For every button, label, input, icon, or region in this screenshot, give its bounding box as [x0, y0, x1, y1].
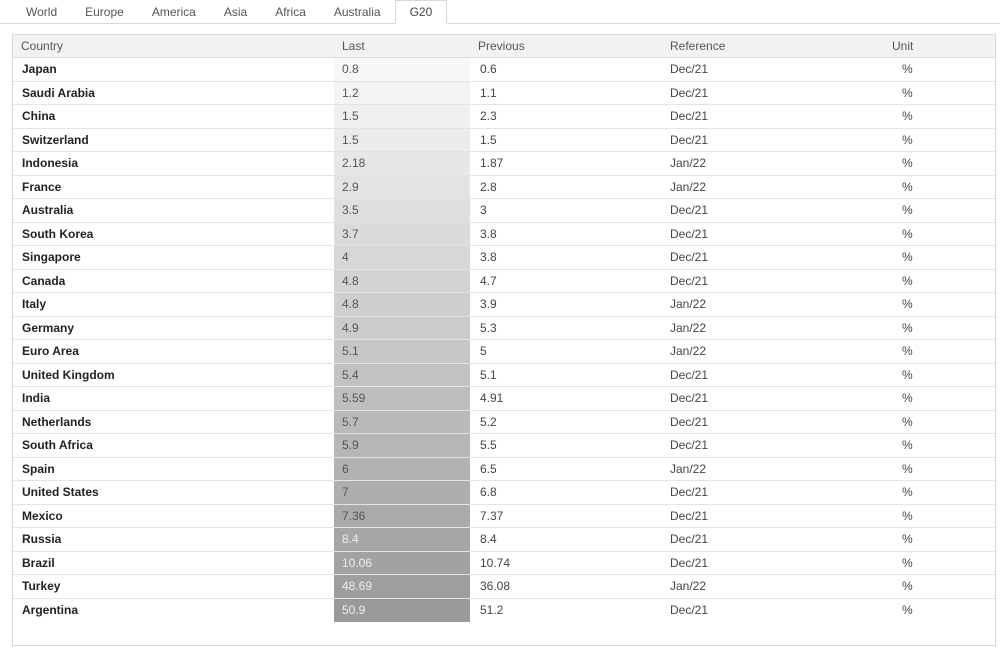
previous-value-cell: 5.2	[470, 410, 662, 434]
last-value-cell: 2.9	[334, 175, 470, 199]
unit-cell: %	[884, 363, 995, 387]
last-value-cell: 4.8	[334, 293, 470, 317]
table-row	[13, 363, 995, 387]
table-row	[13, 457, 995, 481]
last-value-cell: 50.9	[334, 598, 470, 622]
country-cell[interactable]: Argentina	[22, 603, 79, 617]
table-row	[13, 152, 995, 176]
previous-value-cell: 10.74	[470, 551, 662, 575]
previous-value-cell: 4.91	[470, 387, 662, 411]
reference-cell: Dec/21	[662, 363, 884, 387]
previous-value-cell: 5	[470, 340, 662, 364]
table-row	[13, 128, 995, 152]
last-value-cell: 7	[334, 481, 470, 505]
previous-value-cell: 5.3	[470, 316, 662, 340]
country-cell[interactable]: Turkey	[13, 575, 334, 599]
last-value-cell: 5.7	[334, 410, 470, 434]
unit-cell: %	[884, 340, 995, 364]
reference-cell: Dec/21	[662, 528, 884, 552]
last-value-cell: 1.2	[334, 81, 470, 105]
table-row	[13, 528, 995, 552]
last-value-cell: 5.4	[334, 363, 470, 387]
country-cell[interactable]: China	[13, 105, 334, 129]
unit-cell: %	[884, 105, 995, 129]
country-cell[interactable]: Germany	[13, 316, 334, 340]
reference-cell: Dec/21	[662, 105, 884, 129]
unit-cell: %	[884, 246, 995, 270]
previous-value-cell: 3.9	[470, 293, 662, 317]
country-cell[interactable]: United Kingdom	[13, 363, 334, 387]
country-cell[interactable]: Saudi Arabia	[13, 81, 334, 105]
last-value-cell: 5.1	[334, 340, 470, 364]
previous-value-cell: 7.37	[470, 504, 662, 528]
unit-cell: %	[884, 58, 995, 82]
table-row	[13, 340, 995, 364]
country-cell[interactable]: Switzerland	[13, 128, 334, 152]
last-value-cell: 10.06	[334, 551, 470, 575]
country-cell[interactable]: Brazil	[13, 551, 334, 575]
reference-cell: Dec/21	[662, 551, 884, 575]
table-row	[13, 58, 995, 82]
table-row	[13, 105, 995, 129]
unit-cell: %	[884, 575, 995, 599]
table-row	[13, 598, 995, 622]
country-cell[interactable]: Australia	[13, 199, 334, 223]
last-value-cell: 8.4	[334, 528, 470, 552]
previous-value-cell: 6.5	[470, 457, 662, 481]
reference-cell: Dec/21	[670, 603, 709, 617]
country-cell[interactable]: Canada	[13, 269, 334, 293]
unit-cell: %	[884, 410, 995, 434]
header-last[interactable]: Last	[334, 35, 470, 58]
country-cell[interactable]: Singapore	[13, 246, 334, 270]
unit-cell: %	[884, 175, 995, 199]
reference-cell: Dec/21	[662, 58, 884, 82]
previous-value-cell: 8.4	[470, 528, 662, 552]
reference-cell: Jan/22	[662, 293, 884, 317]
country-cell[interactable]: United States	[13, 481, 334, 505]
last-value-cell: 48.69	[334, 575, 470, 599]
table-row	[13, 222, 995, 246]
table-row	[13, 293, 995, 317]
header-previous[interactable]: Previous	[470, 35, 662, 58]
last-value-cell: 3.5	[334, 199, 470, 223]
reference-cell: Dec/21	[662, 199, 884, 223]
last-value-cell: 1.5	[334, 105, 470, 129]
table-row	[13, 81, 995, 105]
previous-value-cell: 3.8	[470, 246, 662, 270]
country-cell[interactable]: Italy	[13, 293, 334, 317]
unit-cell: %	[884, 551, 995, 575]
unit-cell: %	[884, 81, 995, 105]
previous-value-cell: 5.5	[470, 434, 662, 458]
unit-cell: %	[884, 152, 995, 176]
unit-cell: %	[884, 457, 995, 481]
previous-value-cell: 2.3	[470, 105, 662, 129]
last-value-cell: 5.59	[334, 387, 470, 411]
previous-value-cell: 1.5	[470, 128, 662, 152]
country-cell[interactable]: Netherlands	[13, 410, 334, 434]
previous-value-cell: 3.8	[470, 222, 662, 246]
last-value-cell: 7.36	[334, 504, 470, 528]
reference-cell: Jan/22	[662, 457, 884, 481]
previous-value-cell: 0.6	[470, 58, 662, 82]
country-cell[interactable]: Spain	[13, 457, 334, 481]
reference-cell: Dec/21	[662, 222, 884, 246]
reference-cell: Dec/21	[662, 387, 884, 411]
unit-cell: %	[884, 504, 995, 528]
last-value-cell: 4.9	[334, 316, 470, 340]
tab-europe[interactable]: Europe	[85, 5, 124, 19]
reference-cell: Dec/21	[662, 269, 884, 293]
reference-cell: Jan/22	[662, 152, 884, 176]
table-row	[13, 481, 995, 505]
unit-cell: %	[902, 603, 913, 617]
unit-cell: %	[884, 481, 995, 505]
table-row	[13, 316, 995, 340]
table-row	[13, 199, 995, 223]
last-value-cell: 4	[334, 246, 470, 270]
header-reference[interactable]: Reference	[662, 35, 884, 58]
tab-australia[interactable]: Australia	[333, 5, 381, 19]
previous-value-cell: 3	[470, 199, 662, 223]
unit-cell: %	[884, 222, 995, 246]
header-unit[interactable]: Unit	[884, 35, 995, 58]
previous-value-cell: 51.2	[480, 603, 504, 617]
last-value-cell: 3.7	[334, 222, 470, 246]
reference-cell: Dec/21	[662, 81, 884, 105]
tab-g20[interactable]: G20	[395, 0, 448, 24]
unit-cell: %	[884, 387, 995, 411]
table-row	[13, 575, 995, 599]
region-tabs	[0, 0, 1000, 24]
previous-value-cell: 2.8	[470, 175, 662, 199]
last-value-cell: 5.9	[334, 434, 470, 458]
reference-cell: Jan/22	[662, 575, 884, 599]
reference-cell: Dec/21	[662, 481, 884, 505]
tab-america[interactable]: America	[151, 5, 196, 19]
country-cell[interactable]: Russia	[13, 528, 334, 552]
data-table-container	[12, 34, 996, 646]
reference-cell: Jan/22	[662, 175, 884, 199]
table-body	[13, 58, 995, 622]
last-value-cell: 0.8	[334, 58, 470, 82]
table-row	[13, 387, 995, 411]
reference-cell: Dec/21	[662, 128, 884, 152]
previous-value-cell: 6.8	[470, 481, 662, 505]
country-cell[interactable]: Mexico	[13, 504, 334, 528]
table-row	[13, 551, 995, 575]
unit-cell: %	[884, 316, 995, 340]
table-row	[13, 269, 995, 293]
unit-cell: %	[884, 528, 995, 552]
previous-value-cell: 36.08	[470, 575, 662, 599]
table-row	[13, 434, 995, 458]
table-header-row	[13, 35, 995, 58]
last-value-cell: 2.18	[334, 152, 470, 176]
inflation-table	[13, 35, 995, 622]
country-cell[interactable]: South Korea	[13, 222, 334, 246]
tab-africa[interactable]: Africa	[275, 5, 306, 19]
last-value-cell: 1.5	[334, 128, 470, 152]
previous-value-cell: 5.1	[470, 363, 662, 387]
tab-world[interactable]: World	[26, 5, 58, 19]
tab-asia[interactable]: Asia	[223, 5, 248, 19]
reference-cell: Dec/21	[662, 246, 884, 270]
reference-cell: Dec/21	[662, 504, 884, 528]
country-cell[interactable]: India	[13, 387, 334, 411]
previous-value-cell: 1.1	[470, 81, 662, 105]
country-cell[interactable]: Euro Area	[13, 340, 334, 364]
table-row	[13, 246, 995, 270]
country-cell[interactable]: Japan	[13, 58, 334, 82]
unit-cell: %	[884, 128, 995, 152]
unit-cell: %	[884, 199, 995, 223]
country-cell[interactable]: Indonesia	[13, 152, 334, 176]
previous-value-cell: 1.87	[470, 152, 662, 176]
reference-cell: Dec/21	[662, 434, 884, 458]
unit-cell: %	[884, 434, 995, 458]
country-cell[interactable]: France	[13, 175, 334, 199]
table-row	[13, 410, 995, 434]
previous-value-cell: 4.7	[470, 269, 662, 293]
unit-cell: %	[884, 293, 995, 317]
reference-cell: Jan/22	[662, 340, 884, 364]
last-value-cell: 6	[334, 457, 470, 481]
table-row	[13, 175, 995, 199]
country-cell[interactable]: South Africa	[13, 434, 334, 458]
unit-cell: %	[884, 269, 995, 293]
reference-cell: Dec/21	[662, 410, 884, 434]
table-row	[13, 504, 995, 528]
last-value-cell: 4.8	[334, 269, 470, 293]
reference-cell: Jan/22	[662, 316, 884, 340]
header-country[interactable]: Country	[13, 35, 334, 58]
